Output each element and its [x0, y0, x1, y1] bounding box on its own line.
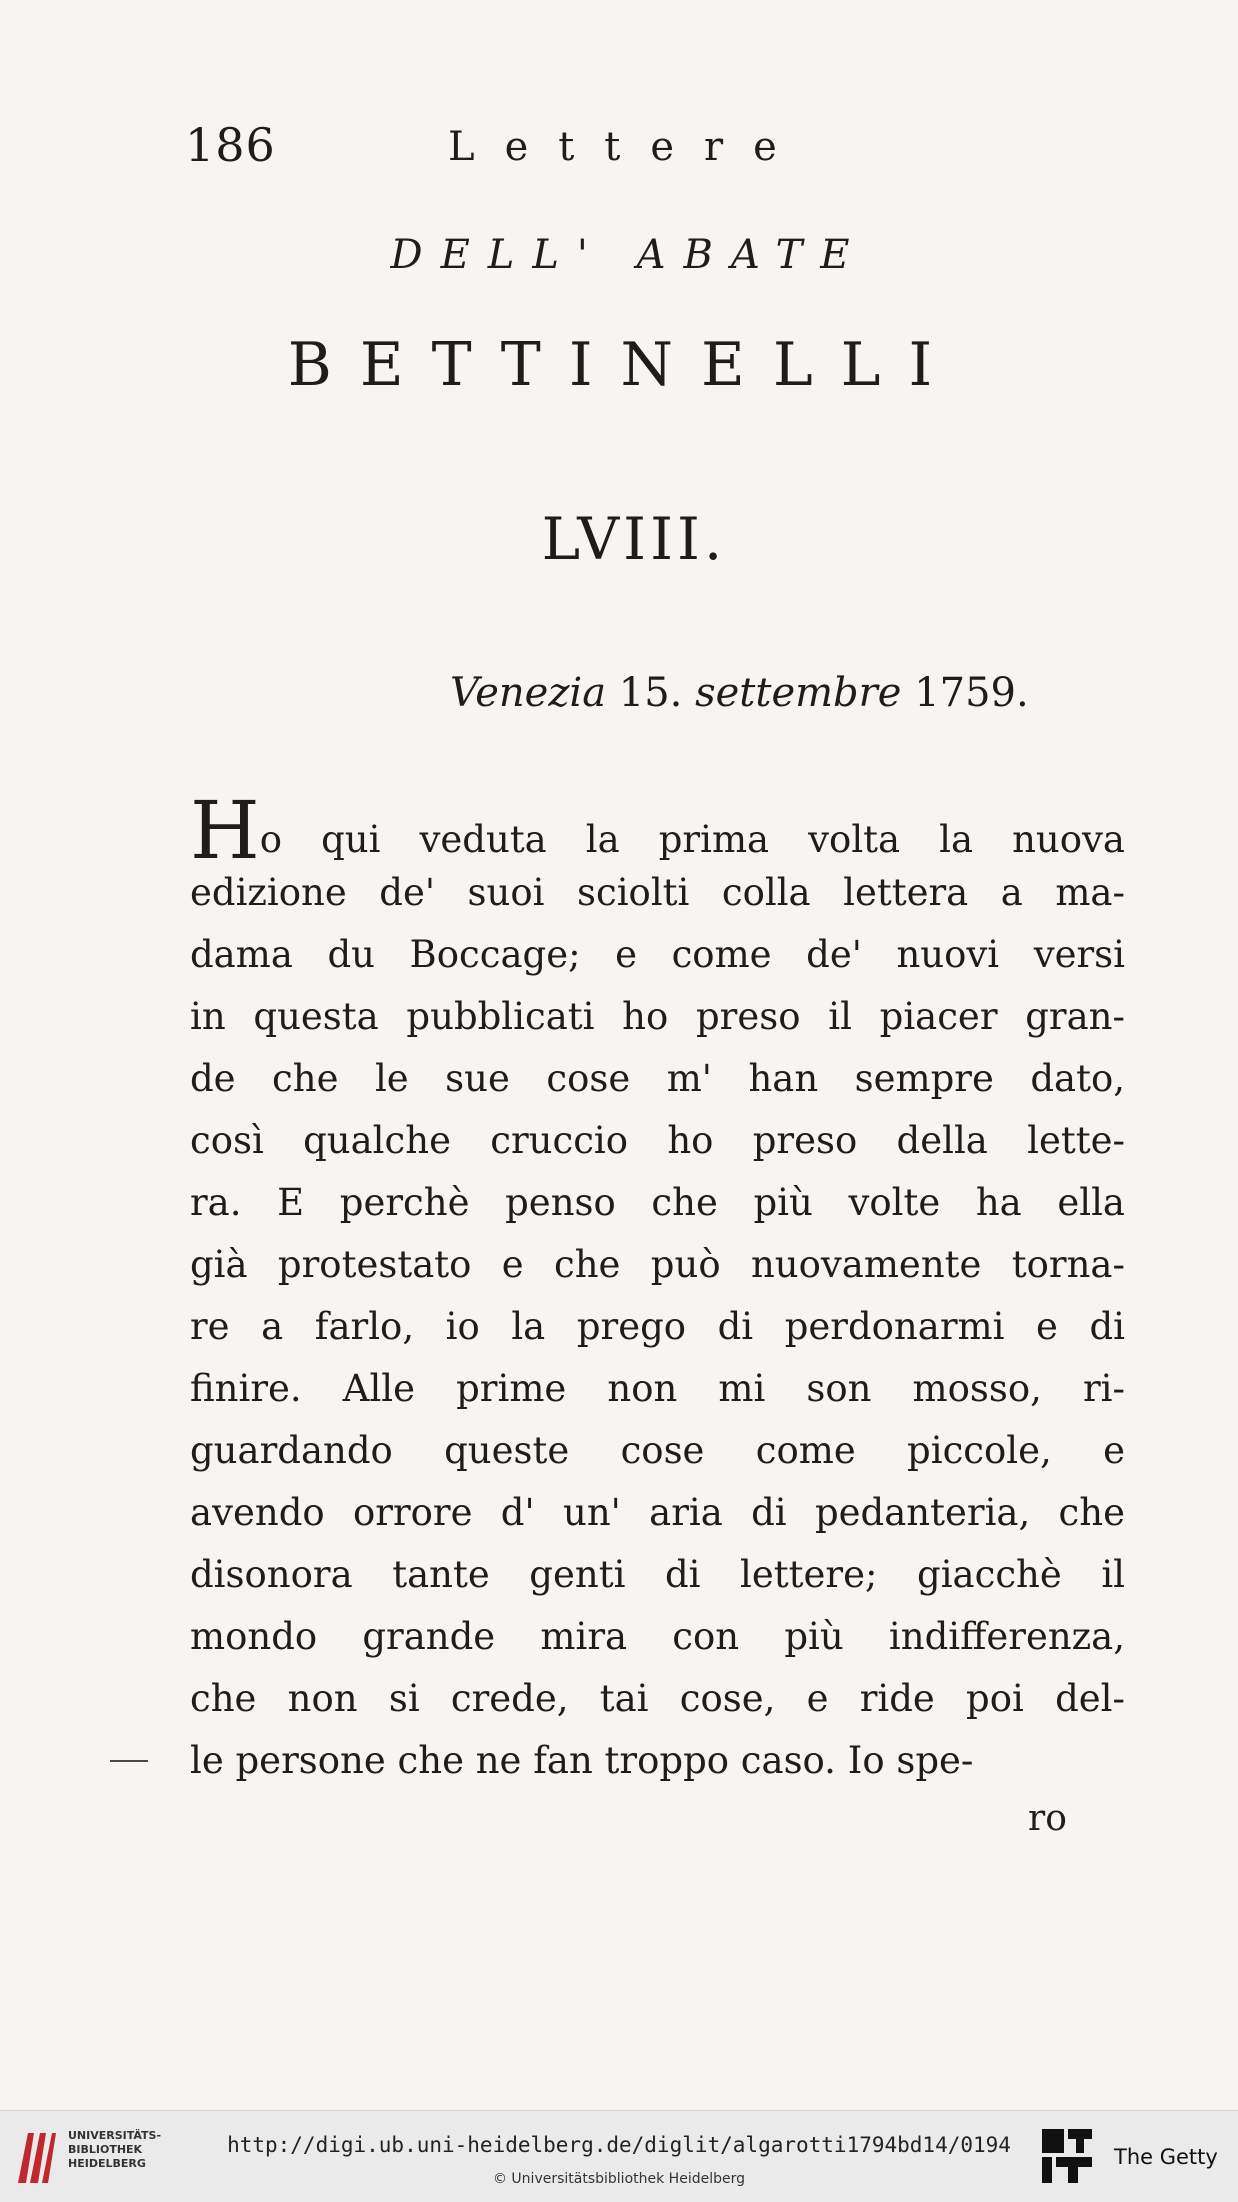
dateline — [450, 670, 1029, 716]
drop-cap: H — [190, 784, 260, 877]
text-line: re a farlo, io la prego di perdonarmi e di — [190, 1305, 1125, 1348]
text-line: Ho qui veduta la prima volta la nuova — [190, 784, 1125, 877]
text-line: disonora tante genti di lettere; giacchè il — [190, 1553, 1125, 1596]
catchword: ro — [1028, 1798, 1067, 1839]
margin-mark — [110, 1760, 148, 1762]
dateline-day: 15. — [618, 670, 683, 716]
text-line: avendo orrore d' un' aria di pedanteria, che — [190, 1491, 1125, 1534]
text-line: finire. Alle prime non mi son mosso, ri- — [190, 1367, 1125, 1410]
running-head: Lettere — [448, 124, 807, 170]
text-line: già protestato e che può nuovamente torna- — [190, 1243, 1125, 1286]
text-line: che non si crede, tai cose, e ride poi del- — [190, 1677, 1125, 1720]
footer-bar — [0, 2110, 1238, 2202]
getty-logo-icon[interactable] — [1040, 2125, 1094, 2187]
dateline-month: settembre — [695, 670, 902, 716]
dateline-place: Venezia — [450, 670, 607, 716]
partner-name: The Getty — [1114, 2145, 1218, 2169]
text-line: così qualche cruccio ho preso della lette- — [190, 1119, 1125, 1162]
text-line: edizione de' suoi sciolti colla lettera a ma- — [190, 871, 1125, 914]
page-number: 186 — [185, 118, 276, 172]
letter-number: LVIII. — [541, 505, 727, 573]
text-line: guardando queste cose come piccole, e — [190, 1429, 1125, 1472]
permalink-url[interactable]: http://digi.ub.uni-heidelberg.de/diglit/algarotti1794bd14/0194 — [227, 2133, 1011, 2157]
text-line: ra. E perchè penso che più volte ha ella — [190, 1181, 1125, 1224]
text-line: dama du Boccage; e come de' nuovi versi — [190, 933, 1125, 976]
text-line: mondo grande mira con più indifferenza, — [190, 1615, 1125, 1658]
text-line: in questa pubblicati ho preso il piacer gran- — [190, 995, 1125, 1038]
dateline-year: 1759. — [914, 670, 1029, 716]
author-name: BETTINELLI — [287, 330, 961, 400]
university-library-name: UNIVERSITÄTS- BIBLIOTHEK HEIDELBERG — [68, 2129, 162, 2170]
text-line: de che le sue cose m' han sempre dato, — [190, 1057, 1125, 1100]
author-line: DELL' ABATE — [390, 232, 868, 278]
letter-body — [190, 784, 1125, 1792]
text-line: le persone che ne fan troppo caso. Io spe- — [190, 1739, 974, 1782]
copyright-notice: © Universitätsbibliothek Heidelberg — [492, 2171, 745, 2187]
